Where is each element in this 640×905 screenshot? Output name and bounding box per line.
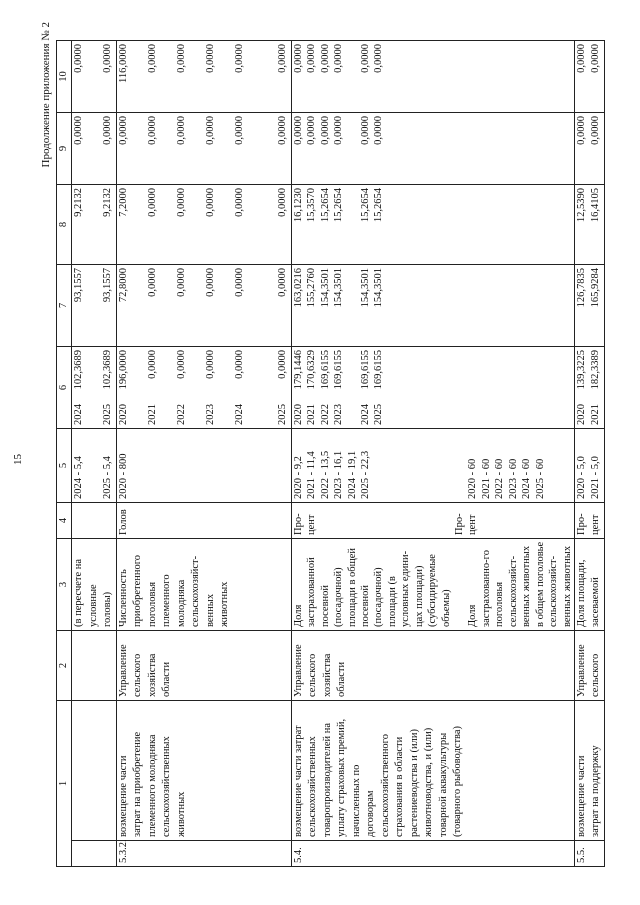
local-values: 0,0000 0,0000 0,0000 0,0000 0,0000 0,0000 (116, 113, 291, 185)
year-value-cell (291, 347, 574, 429)
federal-values: 93,1557 93,1557 (72, 265, 116, 347)
other-values: 0,0000 0,0000 (574, 41, 604, 113)
regional-values: 7,2000 0,0000 0,0000 0,0000 0,0000 0,0000 (116, 185, 291, 265)
header-cell-10: 10 (57, 41, 72, 113)
local-values: 0,0000 0,0000 (72, 113, 116, 185)
table-row (291, 41, 574, 867)
header-cell-2: 2 (57, 631, 72, 701)
total-values: 139,3225 182,3389 (575, 350, 602, 390)
unit (72, 503, 116, 539)
header-cell-1: 1 (57, 701, 72, 867)
regional-values: 16,1230 15,3570 15,2654 15,2654 15,2654 15,2654 (291, 185, 574, 265)
year-value-cell (574, 347, 604, 429)
measure-name (72, 701, 116, 841)
unit: Про- цент (574, 503, 604, 539)
header-cell-4: 4 (57, 503, 72, 539)
local-values: 0,0000 0,0000 (574, 113, 604, 185)
program-table (56, 40, 605, 867)
header-row (57, 41, 72, 867)
years: 2020 2021 (575, 404, 602, 425)
local-values: 0,0000 0,0000 0,0000 0,0000 0,0000 0,0000 (291, 113, 574, 185)
indicator: Доля застрахованной посевной (посадочной) площади в общей посевной (посадочной) площади (в условных едини- цах площади) (субсидируемые объемы) Доля застрахованно-го поголовья сельскохозяйст- венных животных в общем поголовье сельскохозяйст- венных животных (291, 539, 574, 631)
header-cell-7: 7 (57, 265, 72, 347)
header-cell-9: 9 (57, 113, 72, 185)
unit: Про- цент Про- цент (291, 503, 574, 539)
regional-values: 9,2132 9,2132 (72, 185, 116, 265)
indicator: Численность приобретенного поголовья племенного молодняка сельскохозяйст- венных животных (116, 539, 291, 631)
appendix-title: Продолжение приложения № 2 (40, 22, 52, 168)
indicator: Доля площади, засеваемой (574, 539, 604, 631)
base-values: 2024 - 5,4 2025 - 5,4 (72, 429, 116, 503)
executor (72, 631, 116, 701)
regional-values: 12,5390 16,4105 (574, 185, 604, 265)
other-values: 116,0000 0,0000 0,0000 0,0000 0,0000 0,0000 (116, 41, 291, 113)
header-cell-8: 8 (57, 185, 72, 265)
years: 2020 2021 2022 2023 2024 2025 (292, 404, 385, 425)
year-value-cell (72, 347, 116, 429)
base-values: 2020 - 9,2 2021 - 11,4 2022 - 13,5 2023 - 16,1 2024 - 19,1 2025 - 22,3 2020 - 60 2021 - 60 2022 - 60 2023 - 60 2024 - 60 2025 - 60 (291, 429, 574, 503)
row-number: 5.3.2. (116, 841, 291, 867)
federal-values: 163,0216 155,2760 154,3501 154,3501 154,3501 154,3501 (291, 265, 574, 347)
other-values: 0,0000 0,0000 (72, 41, 116, 113)
table-row (574, 41, 604, 867)
header-cell-6: 6 (57, 347, 72, 429)
base-values: 2020 - 5,0 2021 - 5,0 (574, 429, 604, 503)
total-values: 179,1446 170,6329 169,6155 169,6155 169,6155 169,6155 (292, 350, 385, 390)
header-cell-3: 3 (57, 539, 72, 631)
years: 2020 2021 2022 2023 2024 2025 (117, 404, 289, 425)
measure-name: возмещение части затрат на поддержку (574, 701, 604, 841)
federal-values: 72,8000 0,0000 0,0000 0,0000 0,0000 0,0000 (116, 265, 291, 347)
executor: Управление сельского хозяйства области (291, 631, 574, 701)
page-number: 15 (12, 454, 24, 465)
years: 2024 2025 (73, 404, 114, 425)
row-number: 5.4. (291, 841, 574, 867)
executor: Управление сельского хозяйства области (116, 631, 291, 701)
table-row (116, 41, 291, 867)
measure-name: возмещение части затрат сельскохозяйственных товаропроизводителей на уплату страховых премий, начисленных по договорам сельскохозяйственного страхования в области растениеводства и (или) животноводства, и (или) товарной аквакультуры (товарного рыбоводства) (291, 701, 574, 841)
other-values: 0,0000 0,0000 0,0000 0,0000 0,0000 0,0000 (291, 41, 574, 113)
federal-values: 126,7835 165,9284 (574, 265, 604, 347)
executor: Управление сельского (574, 631, 604, 701)
base-values: 2020 - 800 (116, 429, 291, 503)
row-number: 5.5. (574, 841, 604, 867)
indicator: (в пересчете на условные головы) (72, 539, 116, 631)
header-cell-5: 5 (57, 429, 72, 503)
measure-name: возмещение части затрат на приобретение племенного молодняка сельскохозяйственных животных (116, 701, 291, 841)
total-values: 196,0000 0,0000 0,0000 0,0000 0,0000 0,0000 (117, 350, 289, 390)
row-number (72, 841, 116, 867)
table-row (72, 41, 116, 867)
unit: Голов (116, 503, 291, 539)
total-values: 102,3689 102,3689 (73, 350, 114, 390)
year-value-cell (116, 347, 291, 429)
